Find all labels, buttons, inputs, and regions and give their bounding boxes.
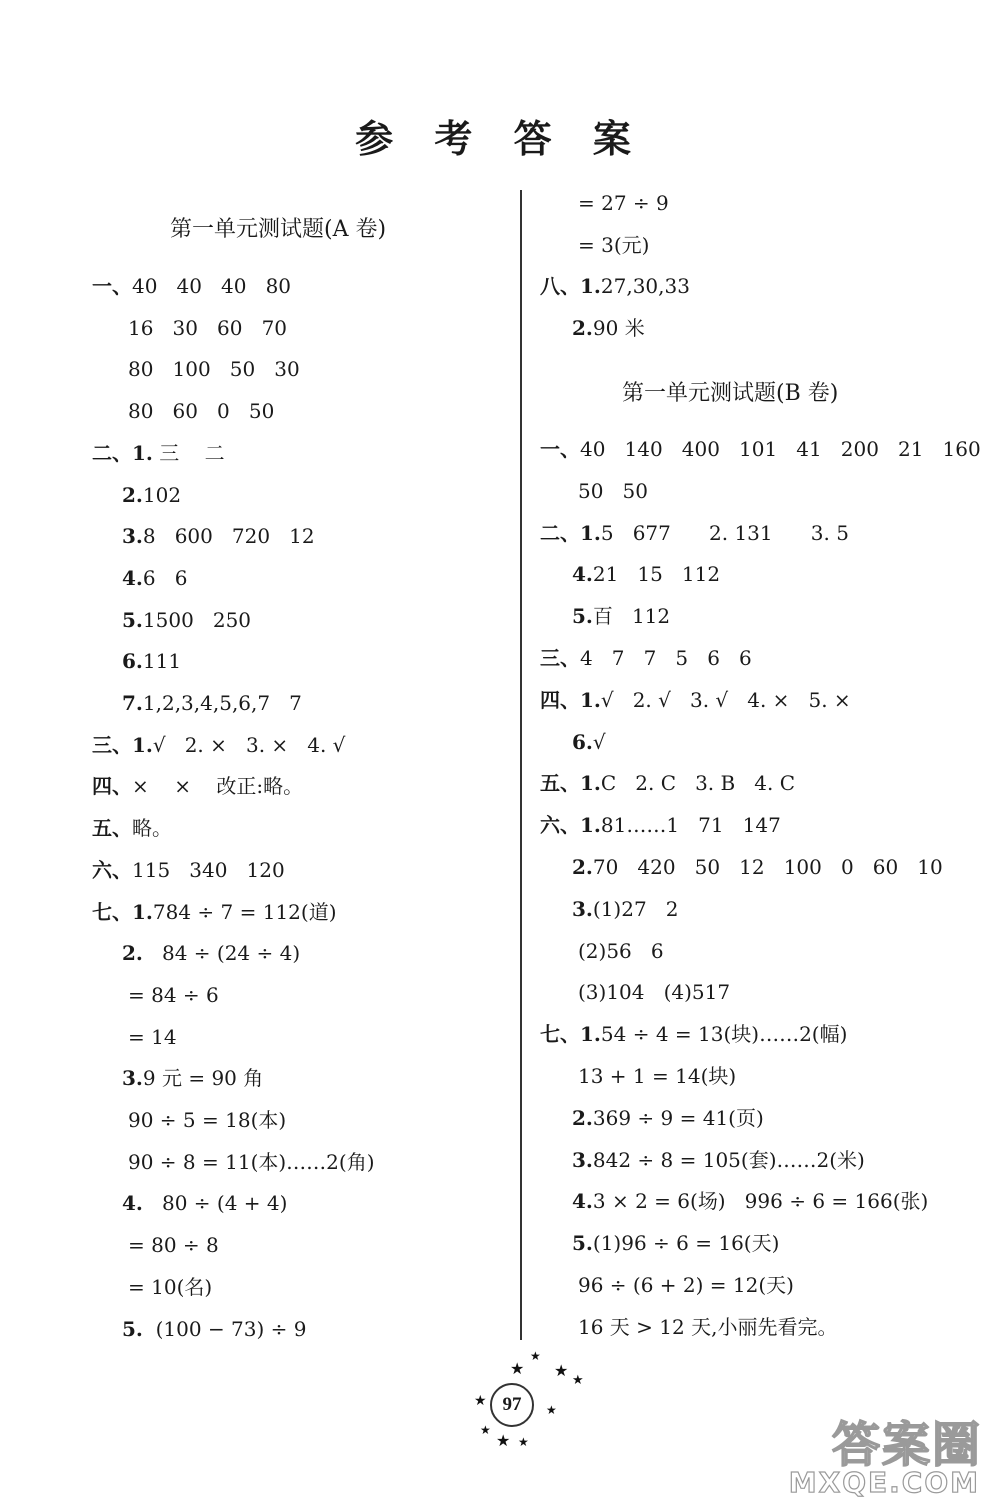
answer-text: × × 改正:略。 <box>132 774 304 799</box>
answer-text: = 3(元) <box>578 232 650 257</box>
answer-label: 二、1. <box>540 520 601 545</box>
page-title: 参 考 答 案 <box>355 117 645 161</box>
answer-text: 90 ÷ 5 = 18(本) <box>128 1108 287 1132</box>
answer-line <box>128 983 219 1007</box>
answer-line <box>122 1066 263 1090</box>
answer-text: 百 112 <box>592 604 671 629</box>
answer-line <box>122 941 300 965</box>
answer-line <box>128 357 300 381</box>
answer-text: √ 2. × 3. × 4. √ <box>152 732 346 757</box>
answer-text: 40 140 400 101 41 200 21 160 <box>580 437 981 461</box>
answer-text: 54 ÷ 4 = 13(块)……2(幅) <box>600 1022 848 1047</box>
answer-line <box>92 441 225 465</box>
answer-text: (3)104 (4)517 <box>578 980 731 1005</box>
answer-line <box>578 191 669 215</box>
answer-text: 40 40 40 80 <box>132 274 292 298</box>
answer-line <box>540 437 981 461</box>
answer-text: 9 元 = 90 角 <box>142 1066 264 1091</box>
answer-label: 一、 <box>92 274 132 298</box>
answer-label: 5. <box>572 1231 593 1256</box>
star-icon: ★ <box>496 1431 511 1450</box>
answer-text: = 80 ÷ 8 <box>128 1233 219 1258</box>
answer-line <box>572 730 606 754</box>
answer-line <box>128 1108 286 1132</box>
page-number-badge <box>458 1345 598 1455</box>
answer-text: = 14 <box>128 1024 177 1049</box>
answer-line <box>540 274 690 298</box>
answer-line <box>578 479 648 503</box>
answer-label: 3. <box>572 896 593 921</box>
answer-line <box>92 816 172 840</box>
answer-line <box>122 1317 307 1341</box>
answer-text: 80 100 50 30 <box>128 357 300 382</box>
answer-line <box>578 1064 736 1088</box>
answer-line <box>540 771 795 795</box>
answer-label: 二、1. <box>92 440 153 465</box>
star-icon: ★ <box>546 1403 557 1417</box>
answer-label: 4. <box>572 562 593 587</box>
answer-line <box>578 1273 794 1297</box>
answer-line <box>122 483 181 507</box>
answer-text: 8 600 720 12 <box>142 524 315 549</box>
star-icon: ★ <box>554 1361 569 1380</box>
answer-line <box>540 646 752 670</box>
answer-line <box>92 274 291 298</box>
star-icon: ★ <box>572 1373 584 1388</box>
answer-label: 2. <box>122 941 143 966</box>
answer-line <box>572 897 678 921</box>
answer-text: 90 ÷ 8 = 11(本)……2(角) <box>128 1149 375 1174</box>
answer-text: 784 ÷ 7 = 112(道) <box>152 899 337 924</box>
answer-line <box>122 649 181 673</box>
answer-text: (100 − 73) ÷ 9 <box>142 1316 307 1341</box>
answer-label: 2. <box>122 482 143 507</box>
answer-line <box>572 1106 764 1130</box>
star-icon: ★ <box>530 1349 541 1363</box>
answer-line <box>122 608 251 632</box>
answer-line <box>92 900 337 924</box>
answer-line <box>128 399 274 423</box>
answer-line <box>540 521 849 545</box>
answer-text: 5 677 2. 131 3. 5 <box>600 520 849 545</box>
answer-line <box>578 1315 837 1339</box>
answer-line <box>128 1275 212 1299</box>
answer-line <box>572 316 645 340</box>
answer-label: 5. <box>572 604 593 629</box>
answer-text: (2)56 6 <box>578 938 664 963</box>
answer-text: 111 <box>142 649 182 674</box>
answer-label: 7. <box>122 691 143 715</box>
answer-text: √ 2. √ 3. √ 4. × 5. × <box>600 687 851 712</box>
answer-line <box>572 1231 779 1255</box>
answer-text: (1)27 2 <box>592 896 679 921</box>
answer-text: 1,2,3,4,5,6,7 7 <box>142 691 302 715</box>
answer-text: 81……1 71 147 <box>600 813 781 838</box>
answer-text: 84 ÷ (24 ÷ 4) <box>142 941 301 966</box>
answer-text: 6 6 <box>142 565 188 590</box>
answer-line <box>128 1233 219 1257</box>
answer-label: 5. <box>122 1316 143 1341</box>
answer-line <box>578 980 730 1004</box>
answer-line <box>540 688 851 712</box>
answer-line <box>128 316 287 340</box>
section-title-a: 第一单元测试题(A 卷) <box>170 217 387 242</box>
answer-line <box>578 233 649 257</box>
answer-text: 115 340 120 <box>132 857 285 882</box>
answer-text: 369 ÷ 9 = 41(页) <box>592 1105 764 1130</box>
answer-label: 六、1. <box>540 813 601 838</box>
answer-text: 4 7 7 5 6 6 <box>580 646 752 670</box>
answer-label: 2. <box>572 1105 593 1130</box>
answer-text: 3 × 2 = 6(场) 996 ÷ 6 = 166(张) <box>592 1189 929 1214</box>
answer-label: 五、1. <box>540 771 601 796</box>
answer-label: 3. <box>572 1147 593 1172</box>
watermark <box>740 1400 990 1500</box>
answer-text: 略。 <box>132 816 172 841</box>
answer-line <box>572 1148 865 1172</box>
answer-line <box>92 774 303 798</box>
answer-text: 80 ÷ (4 + 4) <box>142 1191 288 1216</box>
answer-text: 50 50 <box>578 478 648 503</box>
answer-text: (1)96 ÷ 6 = 16(天) <box>592 1231 780 1256</box>
answer-line <box>572 604 670 628</box>
answer-label: 6. <box>572 729 593 754</box>
answer-text: = 10(名) <box>128 1274 213 1299</box>
answer-text: 102 <box>142 482 182 507</box>
answer-line <box>578 939 664 963</box>
answer-text: 16 30 60 70 <box>128 315 288 340</box>
answer-label: 2. <box>572 315 593 340</box>
answer-text: 90 米 <box>592 315 645 340</box>
answer-line <box>572 562 720 586</box>
answer-text: 842 ÷ 8 = 105(套)……2(米) <box>592 1147 865 1172</box>
answer-line <box>92 733 345 757</box>
answer-text: = 27 ÷ 9 <box>578 191 669 215</box>
answer-text: 1500 250 <box>142 607 252 632</box>
answer-text: 70 420 50 12 100 0 60 10 <box>592 855 943 879</box>
answer-label: 六、 <box>92 857 132 882</box>
answer-line <box>540 813 781 837</box>
answer-line <box>540 1022 847 1046</box>
answer-label: 4. <box>122 565 143 590</box>
answer-text: 80 60 0 50 <box>128 399 275 424</box>
answer-line <box>128 1150 375 1174</box>
answer-label: 3. <box>122 524 143 549</box>
answer-text: 27,30,33 <box>600 274 690 298</box>
answer-label: 一、 <box>540 437 580 461</box>
answer-line <box>92 858 285 882</box>
answer-text: 21 15 112 <box>592 562 721 587</box>
answer-label: 四、 <box>92 774 132 799</box>
answer-line <box>122 1191 287 1215</box>
answer-label: 5. <box>122 607 143 632</box>
answer-label: 2. <box>572 855 593 879</box>
star-icon: ★ <box>518 1435 529 1449</box>
answer-line <box>122 691 302 715</box>
answer-text: 96 ÷ (6 + 2) = 12(天) <box>578 1273 794 1297</box>
watermark-text: 答案圈 <box>831 1417 982 1473</box>
answer-label: 三、 <box>540 646 580 670</box>
answer-label: 6. <box>122 649 143 674</box>
answer-label: 八、1. <box>540 274 601 298</box>
answer-text: = 84 ÷ 6 <box>128 982 219 1007</box>
answer-label: 4. <box>122 1191 143 1216</box>
answer-line <box>572 855 943 879</box>
section-title-b: 第一单元测试题(B 卷) <box>622 381 839 406</box>
answer-line <box>122 524 315 548</box>
answer-text: 13 + 1 = 14(块) <box>578 1064 737 1088</box>
answer-line <box>572 1189 928 1213</box>
answer-label: 五、 <box>92 816 132 841</box>
column-divider <box>520 190 522 1340</box>
answer-label: 4. <box>572 1189 593 1214</box>
answer-text: C 2. C 3. B 4. C <box>600 771 796 796</box>
answer-text: 三 二 <box>152 440 225 465</box>
answer-text: 16 天 > 12 天,小丽先看完。 <box>578 1314 838 1339</box>
star-icon: ★ <box>480 1423 491 1437</box>
star-icon: ★ <box>510 1359 525 1378</box>
answer-text: √ <box>592 729 606 754</box>
watermark-url: MXQE.COM <box>788 1466 980 1499</box>
page-number: 97 <box>490 1383 534 1427</box>
answer-label: 七、1. <box>92 899 153 924</box>
answer-line <box>122 566 187 590</box>
star-icon: ★ <box>474 1393 487 1409</box>
answer-line <box>128 1025 177 1049</box>
answer-label: 四、1. <box>540 687 601 712</box>
answer-label: 七、1. <box>540 1022 601 1047</box>
answer-label: 三、1. <box>92 732 153 757</box>
answer-label: 3. <box>122 1066 143 1091</box>
